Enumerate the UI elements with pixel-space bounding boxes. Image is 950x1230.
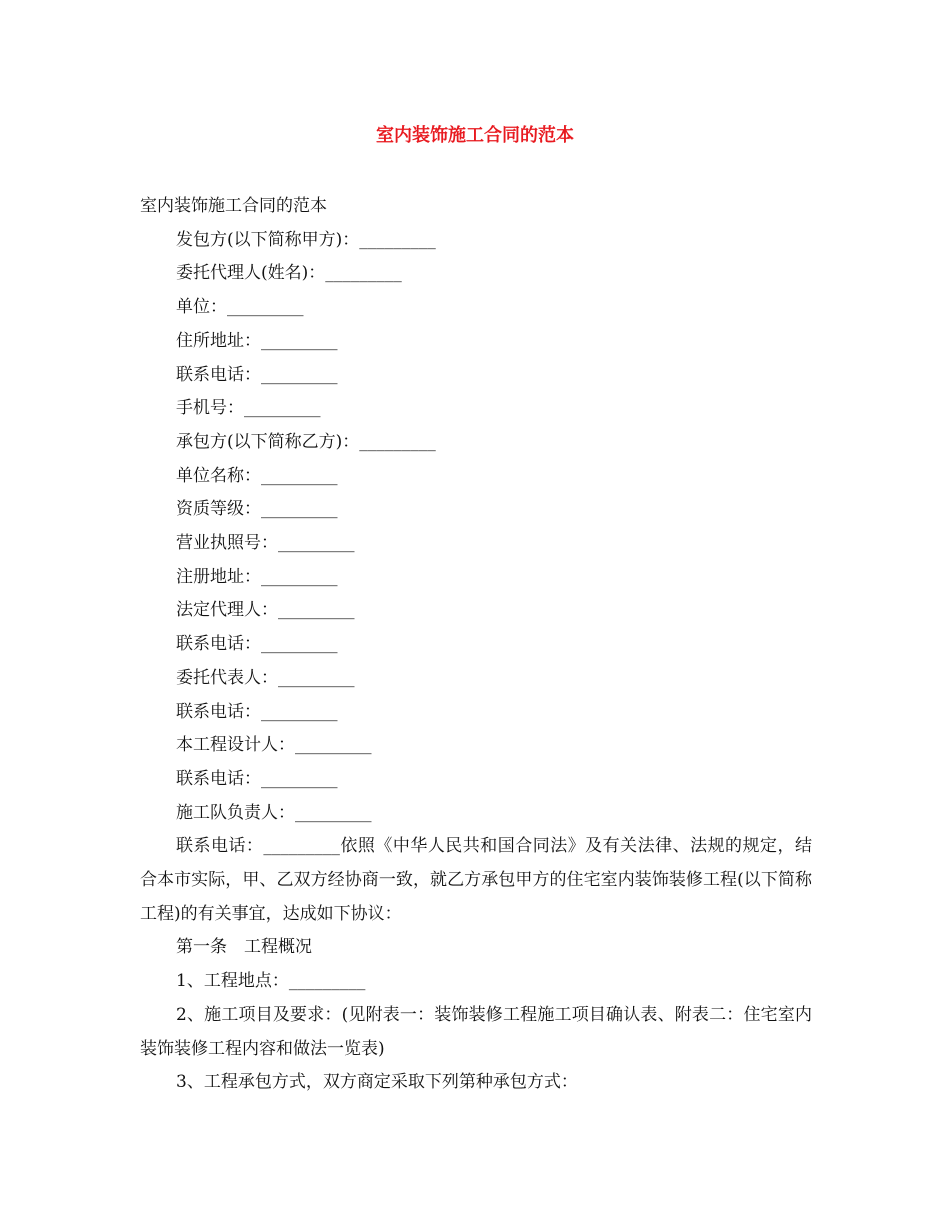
clause-item: 3、工程承包方式，双方商定采取下列第种承包方式： bbox=[176, 1072, 578, 1093]
representative-line: 委托代表人：_________ bbox=[176, 667, 355, 688]
registered-address-line: 注册地址：_________ bbox=[176, 566, 338, 587]
address-line: 住所地址：_________ bbox=[176, 330, 338, 351]
phone-line: 联系电话：_________ bbox=[176, 634, 338, 655]
license-number-line: 营业执照号：_________ bbox=[176, 533, 355, 554]
phone-line: 联系电话：_________ bbox=[176, 701, 338, 722]
party-b-line: 承包方(以下简称乙方)：_________ bbox=[176, 431, 436, 452]
document-body bbox=[140, 190, 812, 1100]
legal-agent-line: 法定代理人：_________ bbox=[176, 600, 355, 621]
party-a-line: 发包方(以下简称甲方)：_________ bbox=[176, 229, 436, 250]
unit-line: 单位：_________ bbox=[176, 297, 304, 318]
agreement-paragraph: 联系电话：_________依照《中华人民共和国合同法》及有关法律、法规的规定，结合本市实际，甲、乙双方经协商一致，就乙方承包甲方的住宅室内装饰装修工程(以下简称工程)的有关事宜，达成如下协议： bbox=[140, 836, 812, 924]
clause-item: 2、施工项目及要求：(见附表一：装饰装修工程施工项目确认表、附表二：住宅室内装饰装修工程内容和做法一览表) bbox=[140, 1004, 812, 1059]
body-paragraph: 室内装饰施工合同的范本 bbox=[140, 196, 327, 216]
agent-name-line: 委托代理人(姓名)：_________ bbox=[176, 263, 402, 284]
phone-line: 联系电话：_________ bbox=[176, 768, 338, 789]
phone-line: 联系电话：_________ bbox=[176, 364, 338, 385]
mobile-line: 手机号：_________ bbox=[176, 398, 321, 419]
qualification-line: 资质等级：_________ bbox=[176, 499, 338, 520]
crew-leader-line: 施工队负责人：_________ bbox=[176, 802, 372, 823]
designer-line: 本工程设计人：_________ bbox=[176, 735, 372, 756]
company-name-line: 单位名称：_________ bbox=[176, 465, 338, 486]
clause-item: 1、工程地点：_________ bbox=[176, 971, 366, 992]
article-heading: 第一条 工程概况 bbox=[176, 937, 312, 958]
document-title: 室内装饰施工合同的范本 bbox=[376, 125, 574, 146]
